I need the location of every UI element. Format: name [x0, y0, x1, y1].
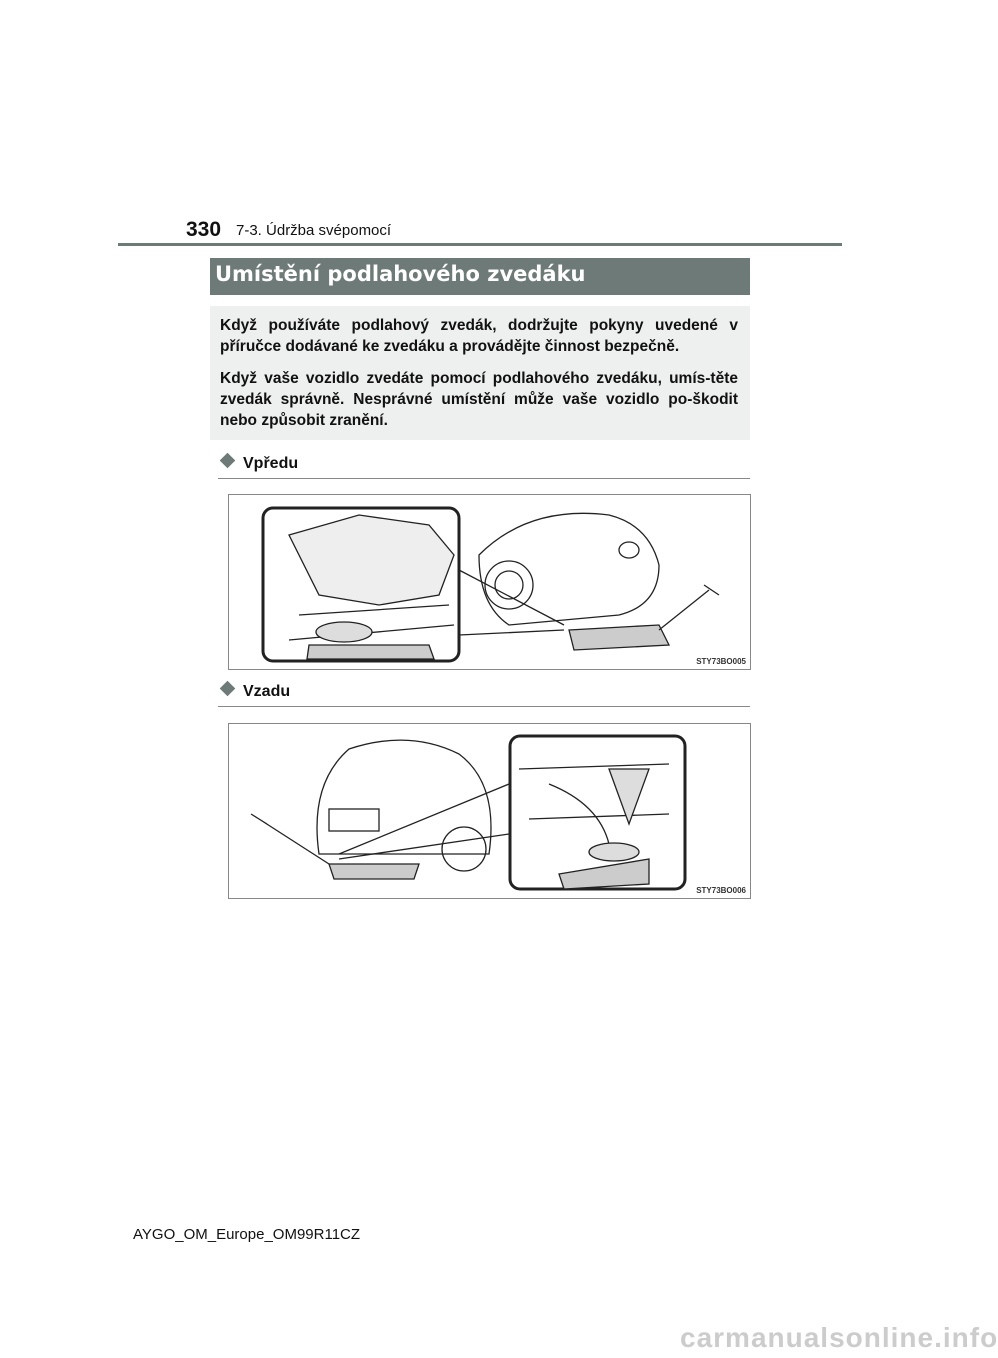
diamond-icon [220, 681, 236, 697]
subheading-rule [218, 706, 750, 707]
figure-front-jack [228, 494, 751, 670]
figure-code: STY73BO005 [696, 657, 746, 666]
subheading-rear [218, 683, 290, 701]
figure-rear-jack [228, 723, 751, 899]
subheading-label: Vpředu [243, 455, 299, 472]
header-rule [118, 243, 842, 246]
footer-doc-id: AYGO_OM_Europe_OM99R11CZ [133, 1226, 361, 1243]
intro-box [210, 306, 750, 440]
intro-paragraph: Když vaše vozidlo zvedáte pomocí podlahového zvedáku, umís-těte zvedák správně. Nesprávné umístění může vaše vozidlo po-škodit nebo způsobit zranění. [220, 370, 738, 429]
title-bar [210, 258, 750, 295]
section-title: 7-3. Údržba svépomocí [236, 222, 392, 239]
rear-jack-illustration [229, 724, 750, 898]
subheading-front [218, 455, 298, 473]
watermark: carmanualsonline.info [680, 1322, 998, 1353]
intro-paragraph: Když používáte podlahový zvedák, dodržujte pokyny uvedené v příručce dodávané ke zvedáku a provádějte činnost bezpečně. [220, 317, 738, 355]
subheading-rule [218, 478, 750, 479]
page-number: 330 [186, 218, 222, 241]
front-jack-illustration [229, 495, 750, 669]
page-title: Umístění podlahového zvedáku [215, 262, 586, 286]
figure-code: STY73BO006 [696, 886, 746, 895]
subheading-label: Vzadu [243, 683, 291, 700]
diamond-icon [220, 453, 236, 469]
